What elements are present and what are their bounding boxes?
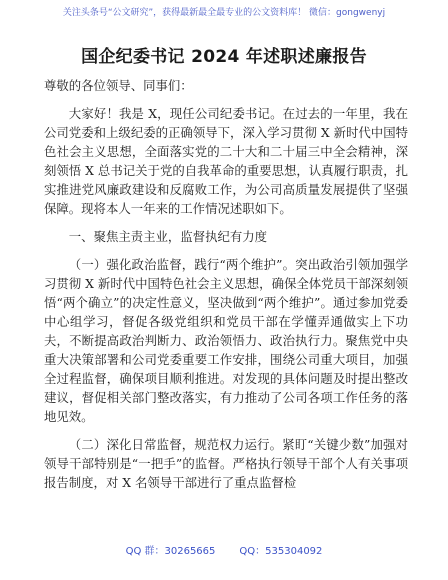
document-body (44, 76, 408, 501)
intro-paragraph: 大家好！我是 X，现任公司纪委书记。在过去的一年里，我在公司党委和上级纪委的正确领导下，深入学习贯彻 X 新时代中国特色社会主义思想，全面落实党的二十大和二十届三中全会精神，深刻领悟 X 总书记关于党的自我革命的重要思想，认真履行职责，扎实推进党风廉政建设和反腐败工作，为公司高质量发展提供了坚强保障。现将本人一年来的工作情况述职如下。 (44, 106, 408, 216)
subsection-paragraph-1: （一）强化政治监督，践行“两个维护”。突出政治引领加强学习贯彻 X 新时代中国特色社会主义思想，确保全体党员干部深刻领悟“两个确立”的决定性意义，坚决做到“两个维护”。通过参加党委中心组学习，督促各级党组织和党员干部在学懂弄通做实上下功夫，不断提高政治判断力、政治领悟力、政治执行力。聚焦党中央重大决策部署和公司党委重要工作安排，围绕公司重大项目，加强全过程监督，确保项目顺利推进。对发现的具体问题及时提出整改建议，督促相关部门整改落实，有力推动了公司各项工作任务的落地见效。 (44, 257, 408, 424)
document-title: 国企纪委书记 2024 年述职述廉报告 (81, 47, 367, 67)
salutation: 尊敬的各位领导、同事们： (44, 78, 193, 93)
top-banner: 关注头条号“公文研究”，获得最新最全最专业的公文资料库！ 微信：gongwenyj (62, 8, 386, 18)
section-heading-1: 一、聚焦主责主业，监督执纪有力度 (68, 229, 268, 244)
footer-qq-group: QQ 群：30265665 (125, 546, 216, 557)
subsection-paragraph-2: （二）深化日常监督，规范权力运行。紧盯“关键少数”加强对领导干部特别是“一把手”的监督。严格执行领导干部个人有关事项报告制度，对 X 名领导干部进行了重点监督检 (44, 437, 408, 490)
footer-contact (0, 546, 448, 558)
footer-qq: QQ：535304092 (239, 546, 323, 557)
